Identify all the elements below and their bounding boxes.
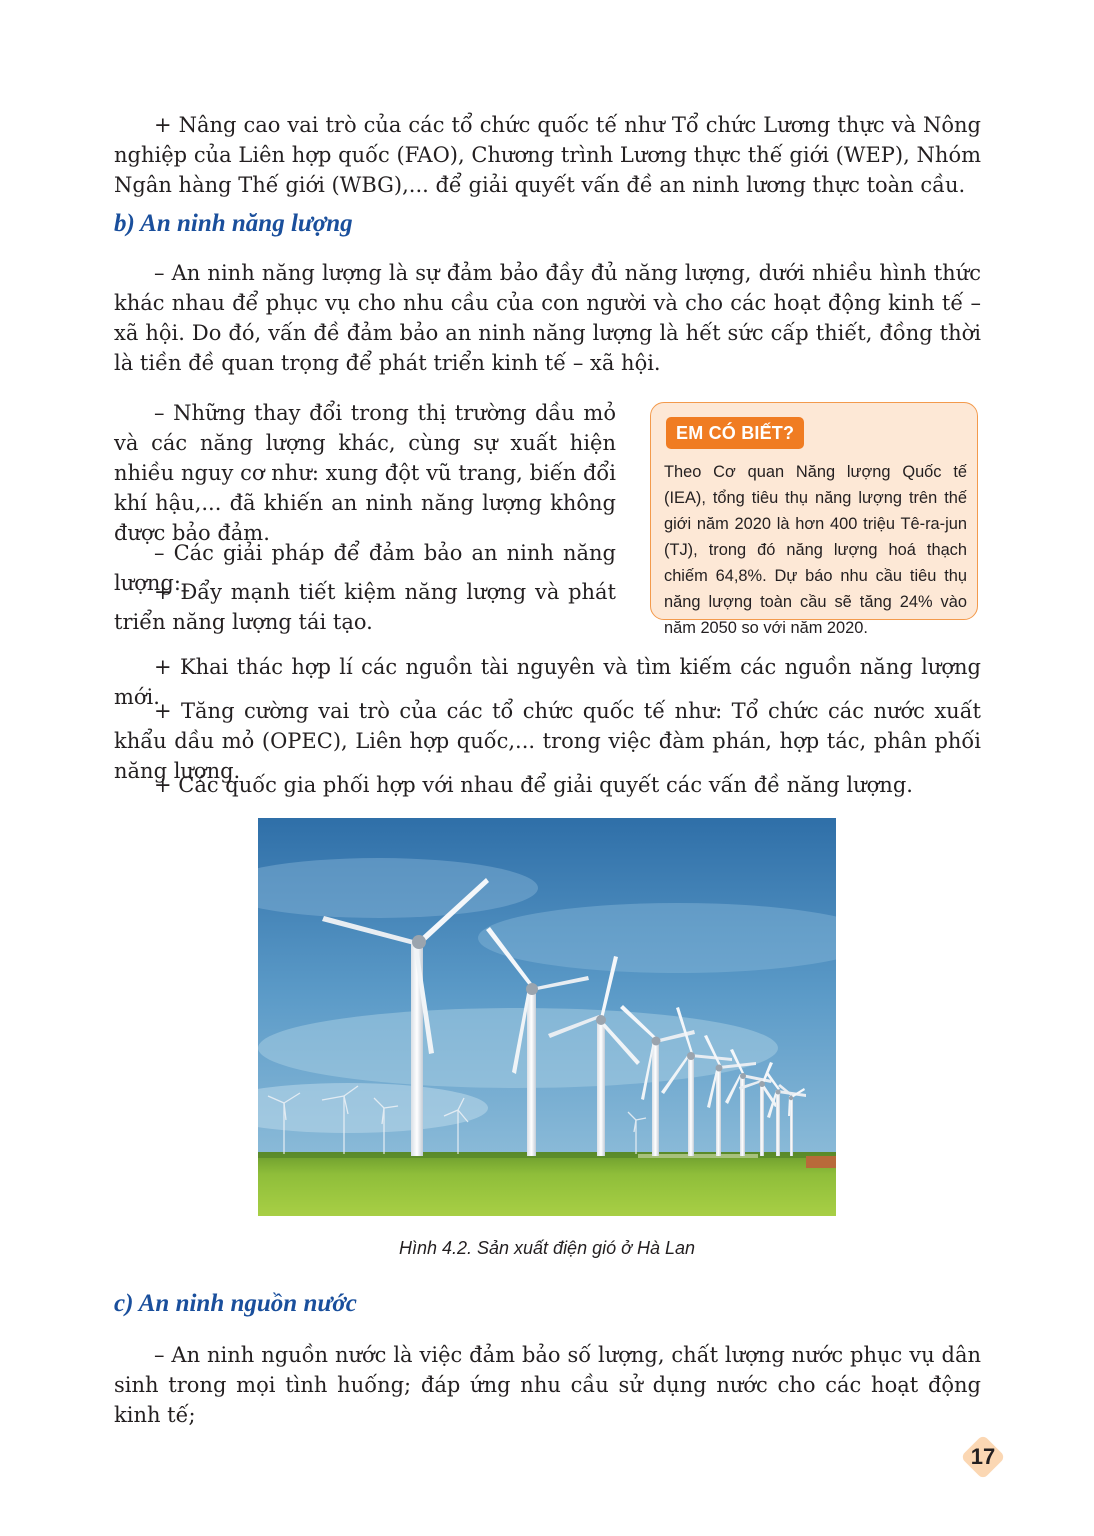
heading-water-security: c) An ninh nguồn nước <box>114 1290 357 1317</box>
did-you-know-text: Theo Cơ quan Năng lượng Quốc tế (IEA), tổng tiêu thụ năng lượng trên thế giới năm 2020 là hơn 400 triệu Tê-ra-jun (TJ), trong đó năng lượng hoá thạch chiếm 64,8%. Dự báo nhu cầu tiêu thụ năng lượng toàn cầu sẽ tăng 24% vào năm 2050 so với năm 2020. <box>664 463 967 637</box>
figure-caption: Hình 4.2. Sản xuất điện gió ở Hà Lan <box>398 1238 696 1258</box>
wind-farm-photo <box>258 818 836 1216</box>
paragraph-countries-cooperate: + Các quốc gia phối hợp với nhau để giải quyết các vấn đề năng lượng. <box>154 773 913 797</box>
page-number-badge <box>960 1434 1006 1480</box>
paragraph-water-definition: – An ninh nguồn nước là việc đảm bảo số lượng, chất lượng nước phục vụ dân sinh trong mọi tình huống; đáp ứng nhu cầu sử dụng nước cho các hoạt động kinh tế; <box>114 1343 981 1427</box>
paragraph-energy-saving: + Đẩy mạnh tiết kiệm năng lượng và phát triển năng lượng tái tạo. <box>114 580 616 634</box>
paragraph-resource-exploitation: + Khai thác hợp lí các nguồn tài nguyên và tìm kiếm các nguồn năng lượng mới. <box>114 655 981 709</box>
paragraph-energy-definition: – An ninh năng lượng là sự đảm bảo đầy đủ năng lượng, dưới nhiều hình thức khác nhau để phục vụ cho nhu cầu của con người và cho các hoạt động kinh tế – xã hội. Do đó, vấn đề đảm bảo an ninh năng lượng là hết sức cấp thiết, đồng thời là tiền đề quan trọng để phát triển kinh tế – xã hội. <box>114 261 981 375</box>
paragraph-energy-risks: – Những thay đổi trong thị trường dầu mỏ và các năng lượng khác, cùng sự xuất hiện nhiều nguy cơ như: xung đột vũ trang, biến đổi khí hậu,... đã khiến an ninh năng lượng không được bảo đảm. <box>114 401 616 545</box>
paragraph-international-orgs: + Tăng cường vai trò của các tổ chức quốc tế như: Tổ chức các nước xuất khẩu dầu mỏ (OPEC), Liên hợp quốc,... trong việc đàm phán, hợp tác, phân phối năng lượng. <box>114 699 981 783</box>
paragraph-energy-solutions: – Các giải pháp để đảm bảo an ninh năng lượng: <box>114 541 616 595</box>
page-number: 17 <box>970 1444 996 1469</box>
heading-energy-security: b) An ninh năng lượng <box>114 210 353 237</box>
paragraph-fao: + Nâng cao vai trò của các tổ chức quốc tế như Tổ chức Lương thực và Nông nghiệp của Liên hợp quốc (FAO), Chương trình Lương thực thế giới (WEP), Nhóm Ngân hàng Thế giới (WBG),... để giải quyết vấn đề an ninh lương thực toàn cầu. <box>114 113 981 197</box>
did-you-know-box <box>650 402 978 637</box>
did-you-know-title: EM CÓ BIẾT? <box>666 417 804 449</box>
